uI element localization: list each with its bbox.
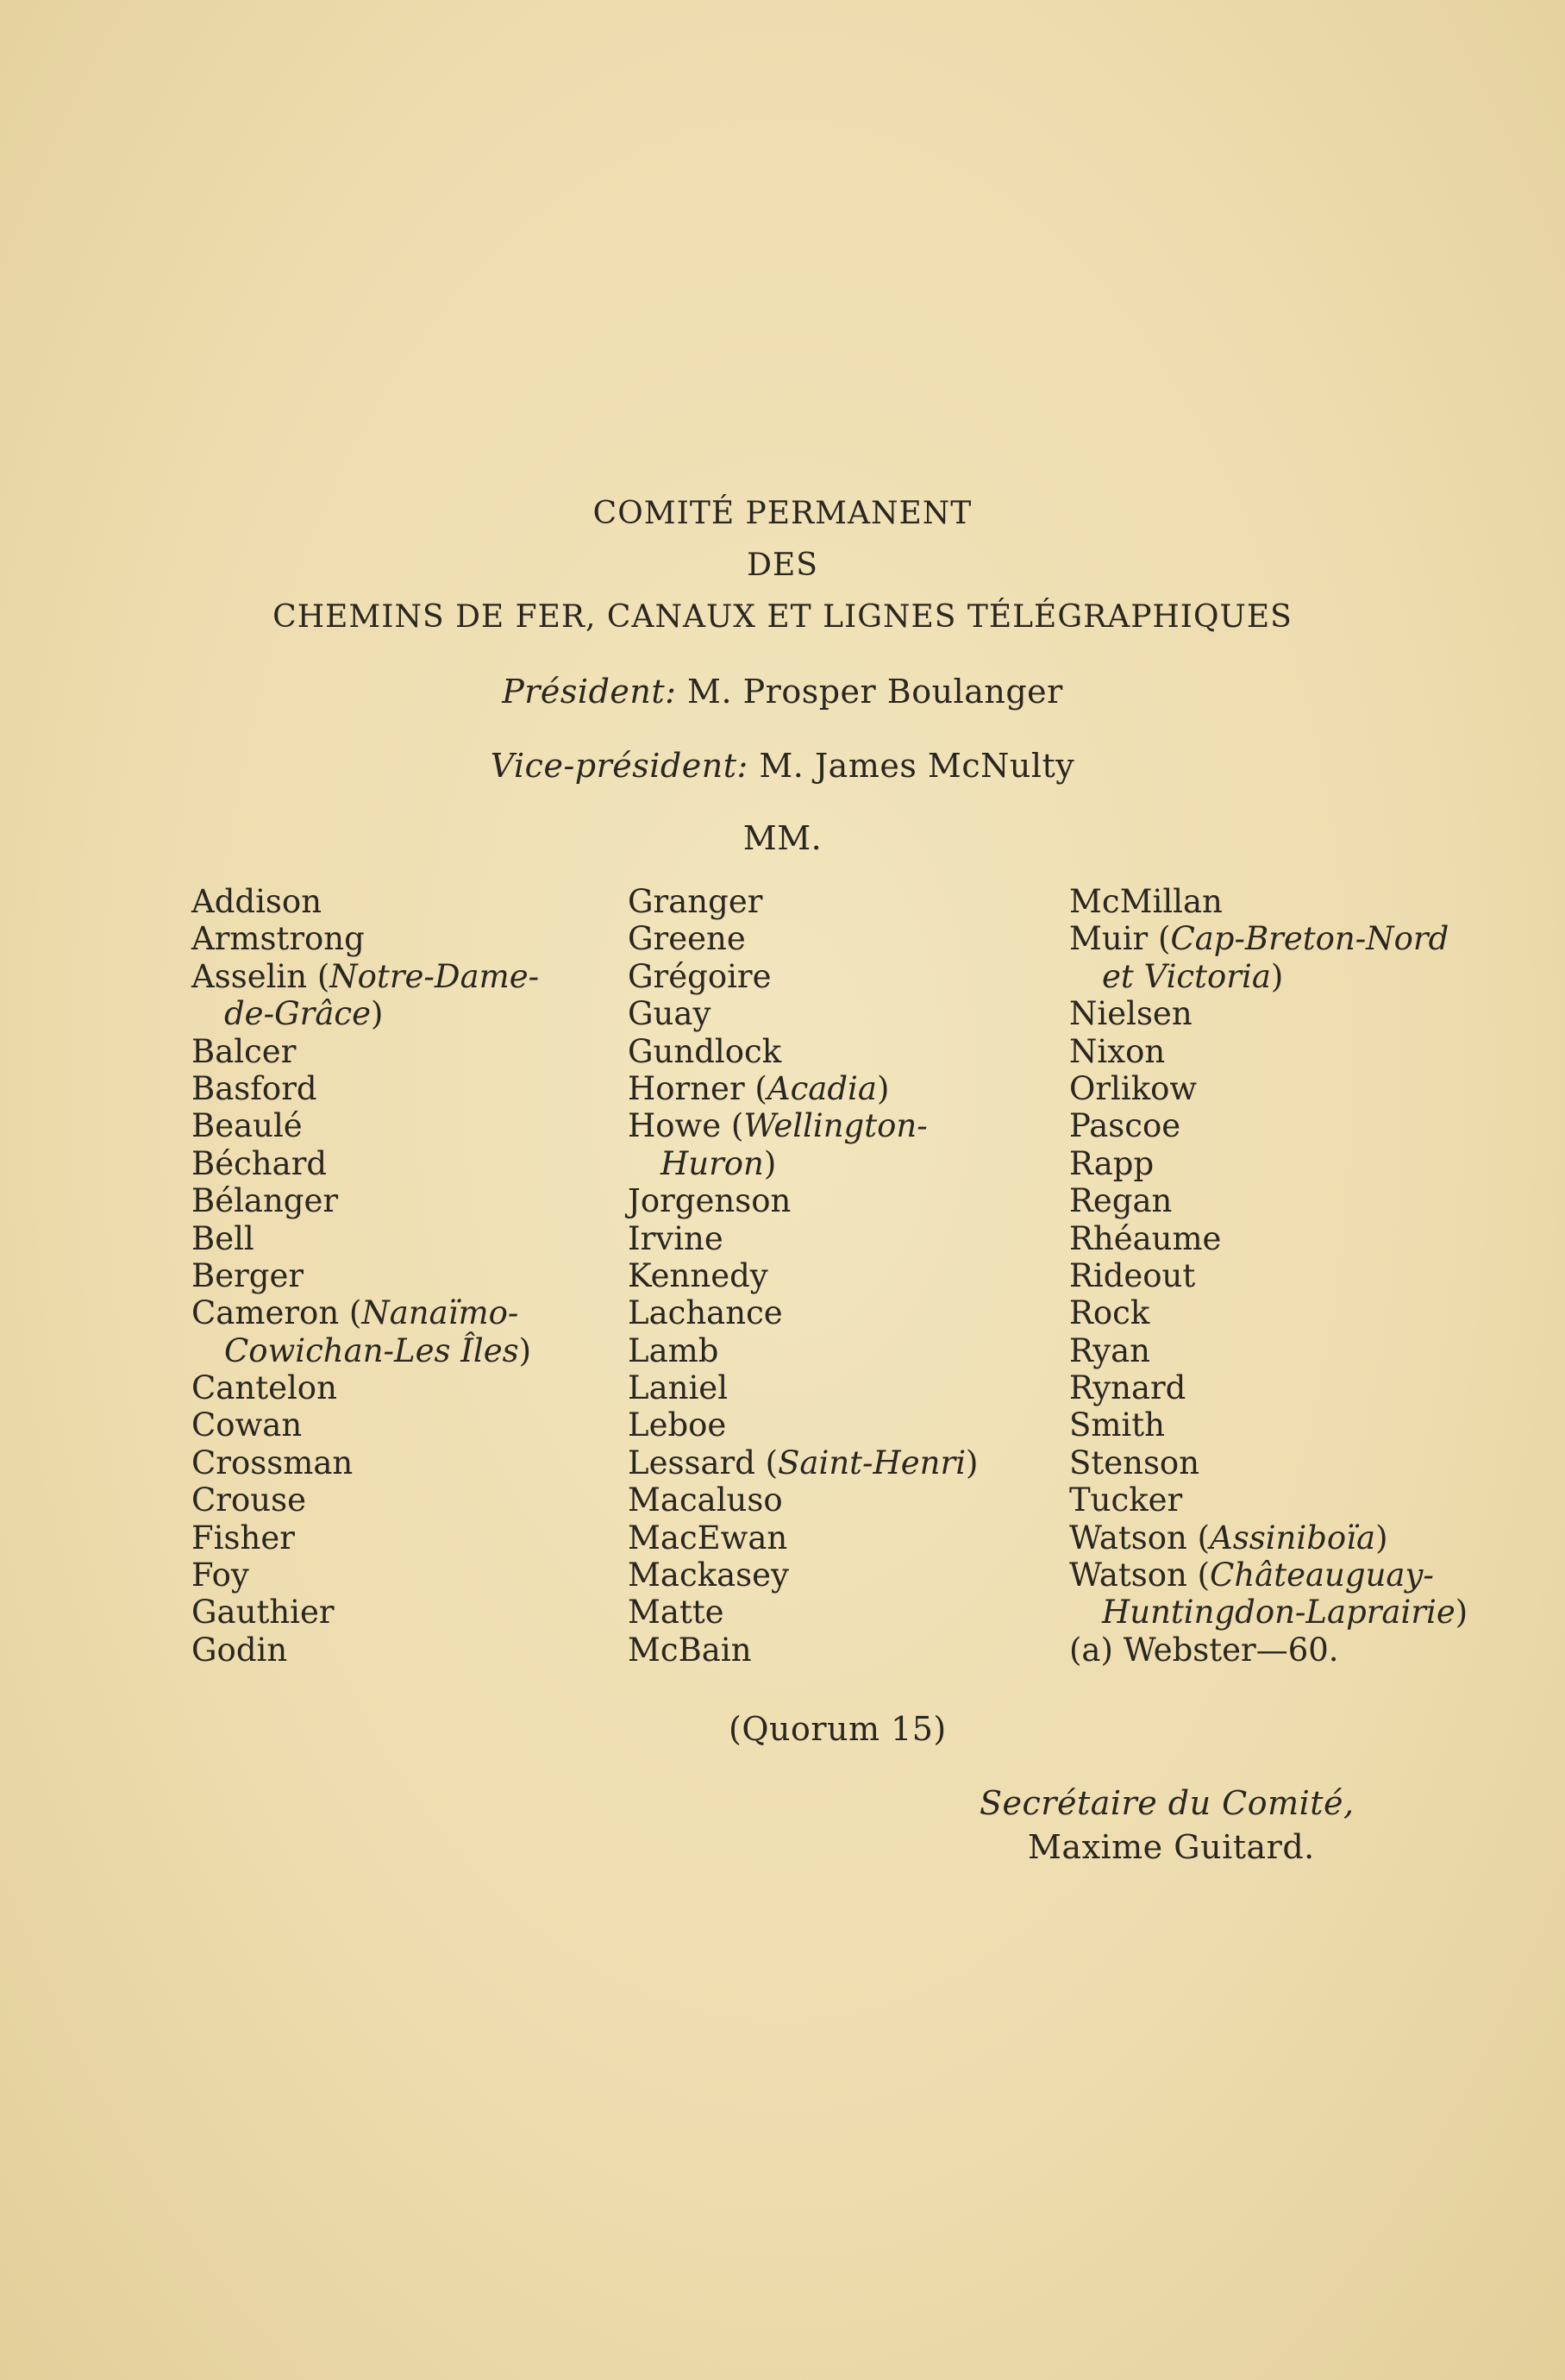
member-riding: Assiniboïa <box>1210 1519 1376 1556</box>
members-column-2 <box>628 883 978 1669</box>
member-name: Cowan <box>191 1406 303 1444</box>
vice-president-line <box>0 747 1565 785</box>
member-name: Rhéaume <box>1069 1219 1222 1257</box>
member-entry <box>1069 1594 1468 1631</box>
member-name: (a) Webster—60. <box>1069 1631 1339 1669</box>
member-name: Béchard <box>191 1144 328 1182</box>
member-name: Cameron ( <box>191 1294 362 1332</box>
member-riding-close: ) <box>1270 957 1284 995</box>
member-name: McBain <box>628 1631 752 1669</box>
member-entry <box>1069 1107 1468 1144</box>
member-entry <box>1069 1257 1468 1294</box>
member-entry <box>628 1145 978 1182</box>
member-entry <box>191 1444 539 1481</box>
member-name: Watson ( <box>1069 1556 1211 1594</box>
member-riding: Acadia <box>767 1069 877 1107</box>
member-riding: Saint-Henri <box>778 1444 967 1481</box>
member-name: Howe ( <box>628 1107 744 1145</box>
member-name: Beaulé <box>191 1107 303 1145</box>
member-entry <box>628 1033 978 1070</box>
member-riding: Nanaïmo- <box>361 1294 519 1332</box>
member-name: Laniel <box>628 1369 729 1407</box>
member-entry <box>191 1107 539 1144</box>
member-entry <box>1069 995 1468 1032</box>
member-riding-close: ) <box>1455 1594 1468 1632</box>
member-name: Mackasey <box>628 1556 789 1594</box>
member-name: Ryan <box>1069 1331 1150 1369</box>
member-name: Armstrong <box>191 920 365 958</box>
member-entry <box>1069 1220 1468 1257</box>
member-entry <box>191 958 539 995</box>
member-name: Grégoire <box>628 957 772 995</box>
member-entry <box>191 1519 539 1556</box>
members-column-3 <box>1069 883 1468 1669</box>
member-name: Rideout <box>1069 1256 1196 1294</box>
president-label: Président: <box>502 673 677 711</box>
member-name: Smith <box>1069 1406 1165 1444</box>
committee-title-line-2: DES <box>747 548 818 583</box>
member-entry <box>191 1257 539 1294</box>
member-name: Leboe <box>628 1406 727 1444</box>
member-entry <box>628 1332 978 1369</box>
secretary-title: Secrétaire du Comité, <box>980 1784 1355 1822</box>
member-name: Tucker <box>1069 1481 1183 1519</box>
member-entry <box>191 1070 539 1107</box>
vice-president-label: Vice-président: <box>490 747 748 785</box>
president-line <box>0 673 1565 711</box>
member-entry <box>191 1369 539 1406</box>
member-name: Stenson <box>1069 1444 1200 1481</box>
member-name: Crossman <box>191 1444 354 1481</box>
member-entry <box>191 1481 539 1519</box>
member-riding: et Victoria <box>1102 957 1271 995</box>
member-name: Nielsen <box>1069 995 1193 1033</box>
member-entry <box>1069 1369 1468 1406</box>
member-name: Bell <box>191 1219 254 1257</box>
member-name: Kennedy <box>628 1256 768 1294</box>
member-name: Rock <box>1069 1294 1150 1332</box>
member-name: Pascoe <box>1069 1107 1181 1145</box>
secretary-name: Maxime Guitard. <box>1028 1828 1315 1866</box>
member-entry <box>628 1369 978 1406</box>
committee-title-line-1: COMITÉ PERMANENT <box>592 496 973 531</box>
member-riding: Châteauguay- <box>1210 1556 1434 1594</box>
member-entry <box>1069 1444 1468 1481</box>
member-riding-close: ) <box>518 1331 532 1369</box>
member-name: Matte <box>628 1594 724 1632</box>
member-entry <box>191 1145 539 1182</box>
member-entry <box>1069 1294 1468 1331</box>
member-entry <box>1069 883 1468 920</box>
member-name: Godin <box>191 1631 288 1669</box>
member-entry <box>1069 1481 1468 1519</box>
member-name: Lessard ( <box>628 1444 779 1481</box>
member-name: Regan <box>1069 1182 1173 1220</box>
member-name: Foy <box>191 1556 249 1594</box>
member-entry <box>628 1257 978 1294</box>
member-entry <box>628 995 978 1032</box>
member-name: Macaluso <box>628 1481 783 1519</box>
member-name: Crouse <box>191 1481 306 1519</box>
member-entry <box>1069 1519 1468 1556</box>
member-entry <box>1069 1556 1468 1594</box>
member-entry <box>191 1182 539 1219</box>
member-name: Gundlock <box>628 1032 782 1070</box>
member-name: Gauthier <box>191 1594 335 1632</box>
member-name: Fisher <box>191 1519 295 1556</box>
member-entry <box>628 1594 978 1631</box>
member-entry <box>191 1294 539 1331</box>
member-name: Rapp <box>1069 1144 1155 1182</box>
member-riding: Wellington- <box>743 1107 928 1145</box>
member-entry <box>1069 1406 1468 1444</box>
member-riding: Cowichan-Les Îles <box>224 1331 519 1369</box>
member-entry <box>191 1220 539 1257</box>
member-entry <box>1069 1070 1468 1107</box>
member-name: Nixon <box>1069 1032 1166 1070</box>
member-entry <box>1069 958 1468 995</box>
members-label: MM. <box>742 819 823 857</box>
member-name: MacEwan <box>628 1519 788 1556</box>
quorum-note: (Quorum 15) <box>729 1710 947 1748</box>
member-name: Orlikow <box>1069 1069 1198 1107</box>
member-riding-close: ) <box>876 1069 890 1107</box>
member-entry <box>1069 1332 1468 1369</box>
member-entry <box>191 883 539 920</box>
member-entry <box>628 883 978 920</box>
member-name: Greene <box>628 920 746 958</box>
member-entry <box>628 1107 978 1144</box>
president-name: M. Prosper Boulanger <box>687 673 1063 711</box>
member-name: Asselin ( <box>191 957 330 995</box>
member-riding: de-Grâce <box>224 995 372 1033</box>
member-riding-close: ) <box>763 1144 777 1182</box>
member-entry <box>191 1332 539 1369</box>
member-entry <box>1069 1632 1468 1669</box>
member-name: Irvine <box>628 1219 723 1257</box>
member-entry <box>191 1594 539 1631</box>
member-name: Granger <box>628 883 763 920</box>
member-entry <box>628 1556 978 1594</box>
member-entry <box>628 1481 978 1519</box>
member-name: Rynard <box>1069 1369 1186 1407</box>
member-name: Muir ( <box>1069 920 1171 958</box>
member-riding-close: ) <box>371 995 384 1033</box>
member-name: Jorgenson <box>628 1182 792 1220</box>
member-entry <box>191 920 539 957</box>
member-entry <box>1069 1145 1468 1182</box>
member-entry <box>628 1182 978 1219</box>
members-column-1 <box>191 883 539 1669</box>
member-riding: Cap-Breton-Nord <box>1170 920 1449 958</box>
vice-president-name: M. James McNulty <box>759 747 1075 785</box>
member-name: Berger <box>191 1256 304 1294</box>
member-name: Watson ( <box>1069 1519 1211 1556</box>
member-entry <box>191 1033 539 1070</box>
member-name: Addison <box>191 883 322 920</box>
member-entry <box>1069 1182 1468 1219</box>
member-name: McMillan <box>1069 883 1223 920</box>
member-entry <box>628 1406 978 1444</box>
member-name: Horner ( <box>628 1069 767 1107</box>
member-entry <box>1069 1033 1468 1070</box>
committee-title-line-3: CHEMINS DE FER, CANAUX ET LIGNES TÉLÉGRAPHIQUES <box>272 599 1293 635</box>
member-riding-close: ) <box>1375 1519 1388 1556</box>
member-entry <box>628 920 978 957</box>
member-entry <box>628 1294 978 1331</box>
member-name: Bélanger <box>191 1182 339 1220</box>
member-entry <box>628 958 978 995</box>
member-name: Basford <box>191 1069 317 1107</box>
member-entry <box>628 1519 978 1556</box>
member-name: Cantelon <box>191 1369 337 1407</box>
member-riding: Huntingdon-Laprairie <box>1102 1594 1455 1632</box>
member-name: Guay <box>628 995 711 1033</box>
member-riding: Huron <box>660 1144 764 1182</box>
member-riding: Notre-Dame- <box>329 957 540 995</box>
member-entry <box>1069 920 1468 957</box>
member-entry <box>191 1406 539 1444</box>
member-entry <box>191 1556 539 1594</box>
member-riding-close: ) <box>966 1444 979 1481</box>
member-name: Lachance <box>628 1294 783 1332</box>
member-entry <box>628 1444 978 1481</box>
member-name: Balcer <box>191 1032 297 1070</box>
member-entry <box>628 1220 978 1257</box>
member-entry <box>191 1632 539 1669</box>
member-entry <box>191 995 539 1032</box>
member-entry <box>628 1070 978 1107</box>
member-entry <box>628 1632 978 1669</box>
member-name: Lamb <box>628 1331 719 1369</box>
